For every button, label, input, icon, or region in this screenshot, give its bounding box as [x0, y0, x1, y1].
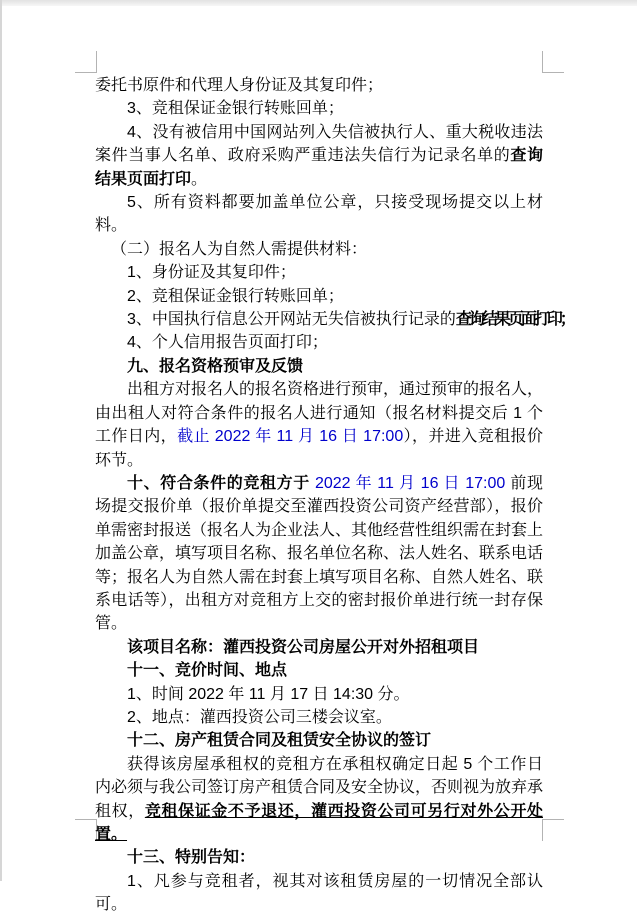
text-run: 1、身份证及其复印件；: [127, 264, 296, 282]
paragraph-4: [95, 191, 543, 238]
text-run: 九、报名资格预审及反馈: [127, 357, 304, 375]
text-run: 4、个人信用报告页面打印；: [127, 334, 328, 352]
window-edge-left: [0, 0, 2, 881]
text-boundary-mark-bottom-right: [542, 819, 564, 841]
text-run: 1、凡参与竞租者，视其对该租赁房屋的一切情况全部认可。: [95, 872, 543, 914]
paragraph-5: [95, 238, 543, 261]
text-run: 前现场提交报价单（报价单提交至灌西投资公司资产经营部），报价单需密封报送（报名人为企业法人、其他经营性组织需在封套上加盖公章，填写项目名称、报名单位名称、法人姓名、联系电话等；报名人为自然人需在封套上填写项目名称、自然人姓名、联系电话等），出租方对竞租方上交的密封报价单进行统一封存保管。: [95, 474, 544, 633]
paragraph-18: [95, 753, 543, 847]
text-run: 十三、特别告知：: [127, 849, 256, 867]
text-boundary-mark-top-right: [542, 51, 564, 73]
paragraph-7: [95, 285, 543, 308]
text-run: 委托书原件和代理人身份证及其复印件；: [95, 77, 384, 94]
paragraph-3: [95, 121, 543, 191]
text-run: 十一、竞价时间、地点: [127, 662, 288, 680]
paragraph-6: [95, 261, 543, 284]
paragraph-19: [95, 846, 543, 869]
paragraph-10: [95, 355, 543, 378]
paragraph-8: [95, 308, 573, 331]
text-run: （二）报名人为自然人需提供材料：: [111, 240, 368, 258]
paragraph-14: [95, 659, 543, 682]
paragraph-13: [95, 636, 543, 659]
text-run: 竞租保证金不予退还，灌西投资公司可另行对外公开处置。: [95, 802, 543, 843]
text-run: 查询结果页面打印；: [455, 311, 573, 329]
text-run: 查询结果页面打印: [95, 147, 543, 188]
text-run: 截止 2022 年 11 月 16 日 17:00: [177, 428, 404, 446]
paragraph-16: [95, 706, 543, 729]
text-run: 3、竞租保证金银行转账回单；: [127, 100, 344, 118]
text-run: 5、所有资料都要加盖单位公章，只接受现场提交以上材料。: [95, 194, 543, 235]
text-run: 2022 年 11 月 16 日 17:00: [309, 474, 511, 492]
paragraph-11: [95, 378, 543, 472]
document-body[interactable]: [95, 74, 573, 917]
text-run: 2、竞租保证金银行转账回单；: [127, 287, 344, 305]
text-run: 3、中国执行信息公开网站无失信被执行记录的: [127, 311, 456, 329]
paragraph-17: [95, 729, 543, 752]
paragraph-9: [95, 331, 543, 354]
text-run: 十、符合条件的竞租方于: [127, 474, 310, 492]
paragraph-12: [95, 472, 543, 636]
text-run: 十二、房产租赁合同及租赁安全协议的签订: [127, 732, 432, 750]
window-edge-top: [0, 0, 637, 6]
text-run: 获得该房屋承租权的竞租方在承租权确定日起 5 个工作日内必须与我公司签订房产租赁合同及安全协议，否则视为放弃承租权，: [95, 755, 544, 820]
paragraph-15: [95, 683, 543, 706]
paragraph-20: [95, 870, 543, 917]
text-boundary-mark-bottom-left: [75, 819, 97, 841]
text-boundary-mark-top-left: [75, 51, 97, 73]
paragraph-1: [95, 74, 543, 97]
text-run: ），并进入竞租报价环节。: [95, 428, 543, 469]
text-run: 。: [191, 170, 208, 188]
text-run: 4、没有被信用中国网站列入失信被执行人、重大税收违法案件当事人名单、政府采购严重违法失信行为记录名单的: [95, 123, 543, 165]
text-run: 2、地点：灌西投资公司三楼会议室。: [127, 708, 392, 726]
paragraph-2: [95, 97, 543, 120]
text-run: 出租方对报名人的报名资格进行预审，通过预审的报名人，由出租人对符合条件的报名人进行通知（报名材料提交后 1 个工作日内，: [95, 381, 544, 446]
text-run: 该项目名称：灌西投资公司房屋公开对外招租项目: [127, 638, 480, 656]
text-run: 1、时间 2022 年 11 月 17 日 14:30 分。: [127, 685, 410, 703]
